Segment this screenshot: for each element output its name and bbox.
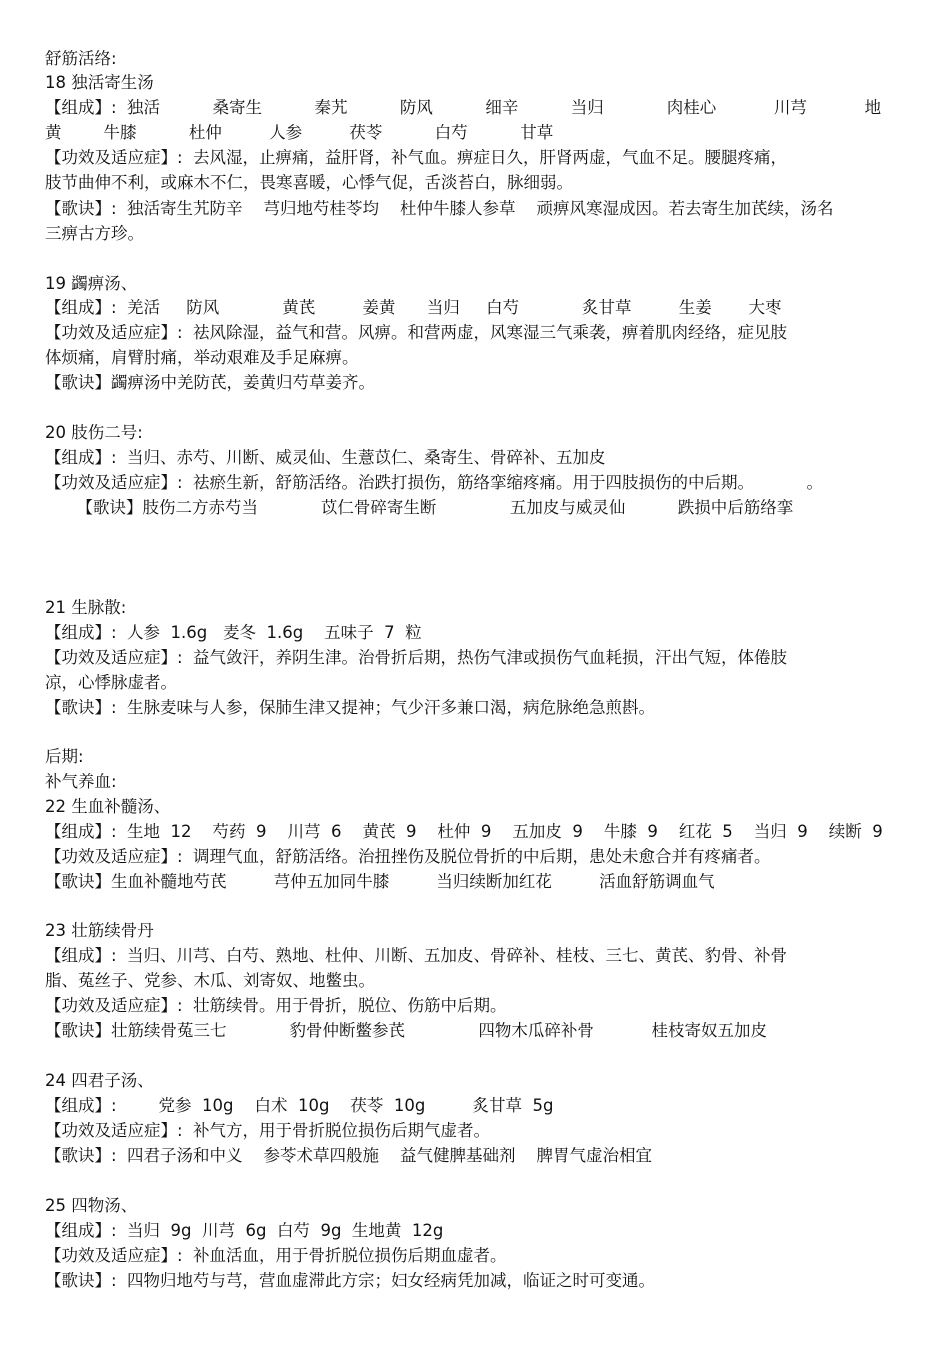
text-line: 【歌诀】生血补髓地芍芪 芎仲五加同牛膝 当归续断加红花 活血舒筋调血气 [45, 872, 715, 891]
text-line: 【组成】: 当归、川芎、白芍、熟地、杜仲、川断、五加皮、骨碎补、桂枝、三七、黄芪、豹骨、补骨 [45, 946, 788, 965]
text-line: 【功效及适应症】: 调理气血，舒筋活络。治扭挫伤及脱位骨折的中后期，患处未愈合并有疼痛者。 [45, 847, 771, 866]
text-line: 【功效及适应症】: 去风湿，止痹痛，益肝肾，补气血。痹症日久，肝肾两虚，气血不足。腰腿疼痛， [45, 148, 788, 167]
text-line: 【功效及适应症】: 祛风除湿，益气和营。风痹。和营两虚，风寒湿三气乘袭，痹着肌肉经络，症见肢 [45, 323, 788, 342]
text-line: 【功效及适应症】: 补血活血，用于骨折脱位损伤后期血虚者。 [45, 1246, 507, 1265]
text-line: 后期: [45, 747, 84, 766]
text-line: 24 四君子汤、 [45, 1071, 154, 1090]
text-line: 补气养血: [45, 772, 117, 791]
text-line: 凉，心悸脉虚者。 [45, 673, 177, 692]
text-line: 脂、菟丝子、党参、木瓜、刘寄奴、地鳖虫。 [45, 971, 375, 990]
text-line: 18 独活寄生汤 [45, 73, 154, 92]
text-line: 【歌诀】: 生脉麦味与人参，保肺生津又提神；气少汗多兼口渴，病危脉绝急煎斟。 [45, 698, 656, 717]
text-line: 舒筋活络: [45, 49, 117, 68]
text-line: 体烦痛，肩臂肘痛，举动艰难及手足麻痹。 [45, 348, 359, 367]
text-line: 【组成】: 羌活 防风 黄芪 姜黄 当归 白芍 炙甘草 生姜 大枣 [45, 298, 782, 317]
text-line: 肢节曲伸不利，或麻木不仁，畏寒喜暖，心悸气促，舌淡苔白，脉细弱。 [45, 173, 573, 192]
text-line: 21 生脉散: [45, 598, 127, 617]
text-line: 23 壮筋续骨丹 [45, 921, 154, 940]
text-line: 20 肢伤二号: [45, 423, 143, 442]
text-line: 22 生血补髓汤、 [45, 797, 171, 816]
text-line: 【组成】: 人参 1.6g 麦冬 1.6g 五味子 7 粒 [45, 623, 422, 642]
text-line: 19 蠲痹汤、 [45, 274, 138, 293]
text-line: 25 四物汤、 [45, 1196, 138, 1215]
text-line: 【歌诀】: 四君子汤和中义 参苓术草四般施 益气健脾基础剂 脾胃气虚治相宜 [45, 1146, 652, 1165]
text-line: 【功效及适应症】: 益气敛汗，养阴生津。治骨折后期，热伤气津或损伤气血耗损，汗出气短，体倦肢 [45, 648, 788, 667]
text-line: 【功效及适应症】: 祛瘀生新，舒筋活络。治跌打损伤，筋络挛缩疼痛。用于四肢损伤的中后期。 。 [45, 473, 823, 492]
text-line: 【组成】: 当归 9g 川芎 6g 白芍 9g 生地黄 12g [45, 1221, 444, 1240]
text-line: 【组成】: 当归、赤芍、川断、威灵仙、生薏苡仁、桑寄生、骨碎补、五加皮 [45, 448, 606, 467]
text-line: 【歌诀】: 四物归地芍与芎，营血虚滞此方宗；妇女经病凭加减，临证之时可变通。 [45, 1271, 656, 1290]
text-line: 【功效及适应症】: 补气方，用于骨折脱位损伤后期气虚者。 [45, 1121, 491, 1140]
text-line: 【功效及适应症】: 壮筋续骨。用于骨折，脱位、伤筋中后期。 [45, 996, 507, 1015]
text-line: 【歌诀】肢伤二方赤芍当 苡仁骨碎寄生断 五加皮与威灵仙 跌损中后筋络挛 [45, 498, 794, 517]
text-line: 三痹古方珍。 [45, 224, 144, 243]
text-line: 【组成】: 生地 12 芍药 9 川芎 6 黄芪 9 杜仲 9 五加皮 9 牛膝 9 红花 5 当归 9 续断 9 [45, 822, 883, 841]
text-line: 【组成】: 独活 桑寄生 秦艽 防风 细辛 当归 肉桂心 川芎 地 [45, 98, 882, 117]
text-line: 【歌诀】: 独活寄生艽防辛 芎归地芍桂苓均 杜仲牛膝人参草 顽痹风寒湿成因。若去寄生加芪续，汤名 [45, 199, 834, 218]
text-line: 【歌诀】壮筋续骨菟三七 豹骨仲断鳖参芪 四物木瓜碎补骨 桂枝寄奴五加皮 [45, 1021, 768, 1040]
text-line: 【组成】: 党参 10g 白术 10g 茯苓 10g 炙甘草 5g [45, 1096, 554, 1115]
text-line: 【歌诀】蠲痹汤中羌防芪，姜黄归芍草姜齐。 [45, 373, 375, 392]
text-line: 黄 牛膝 杜仲 人参 茯苓 白芍 甘草 [45, 123, 554, 142]
